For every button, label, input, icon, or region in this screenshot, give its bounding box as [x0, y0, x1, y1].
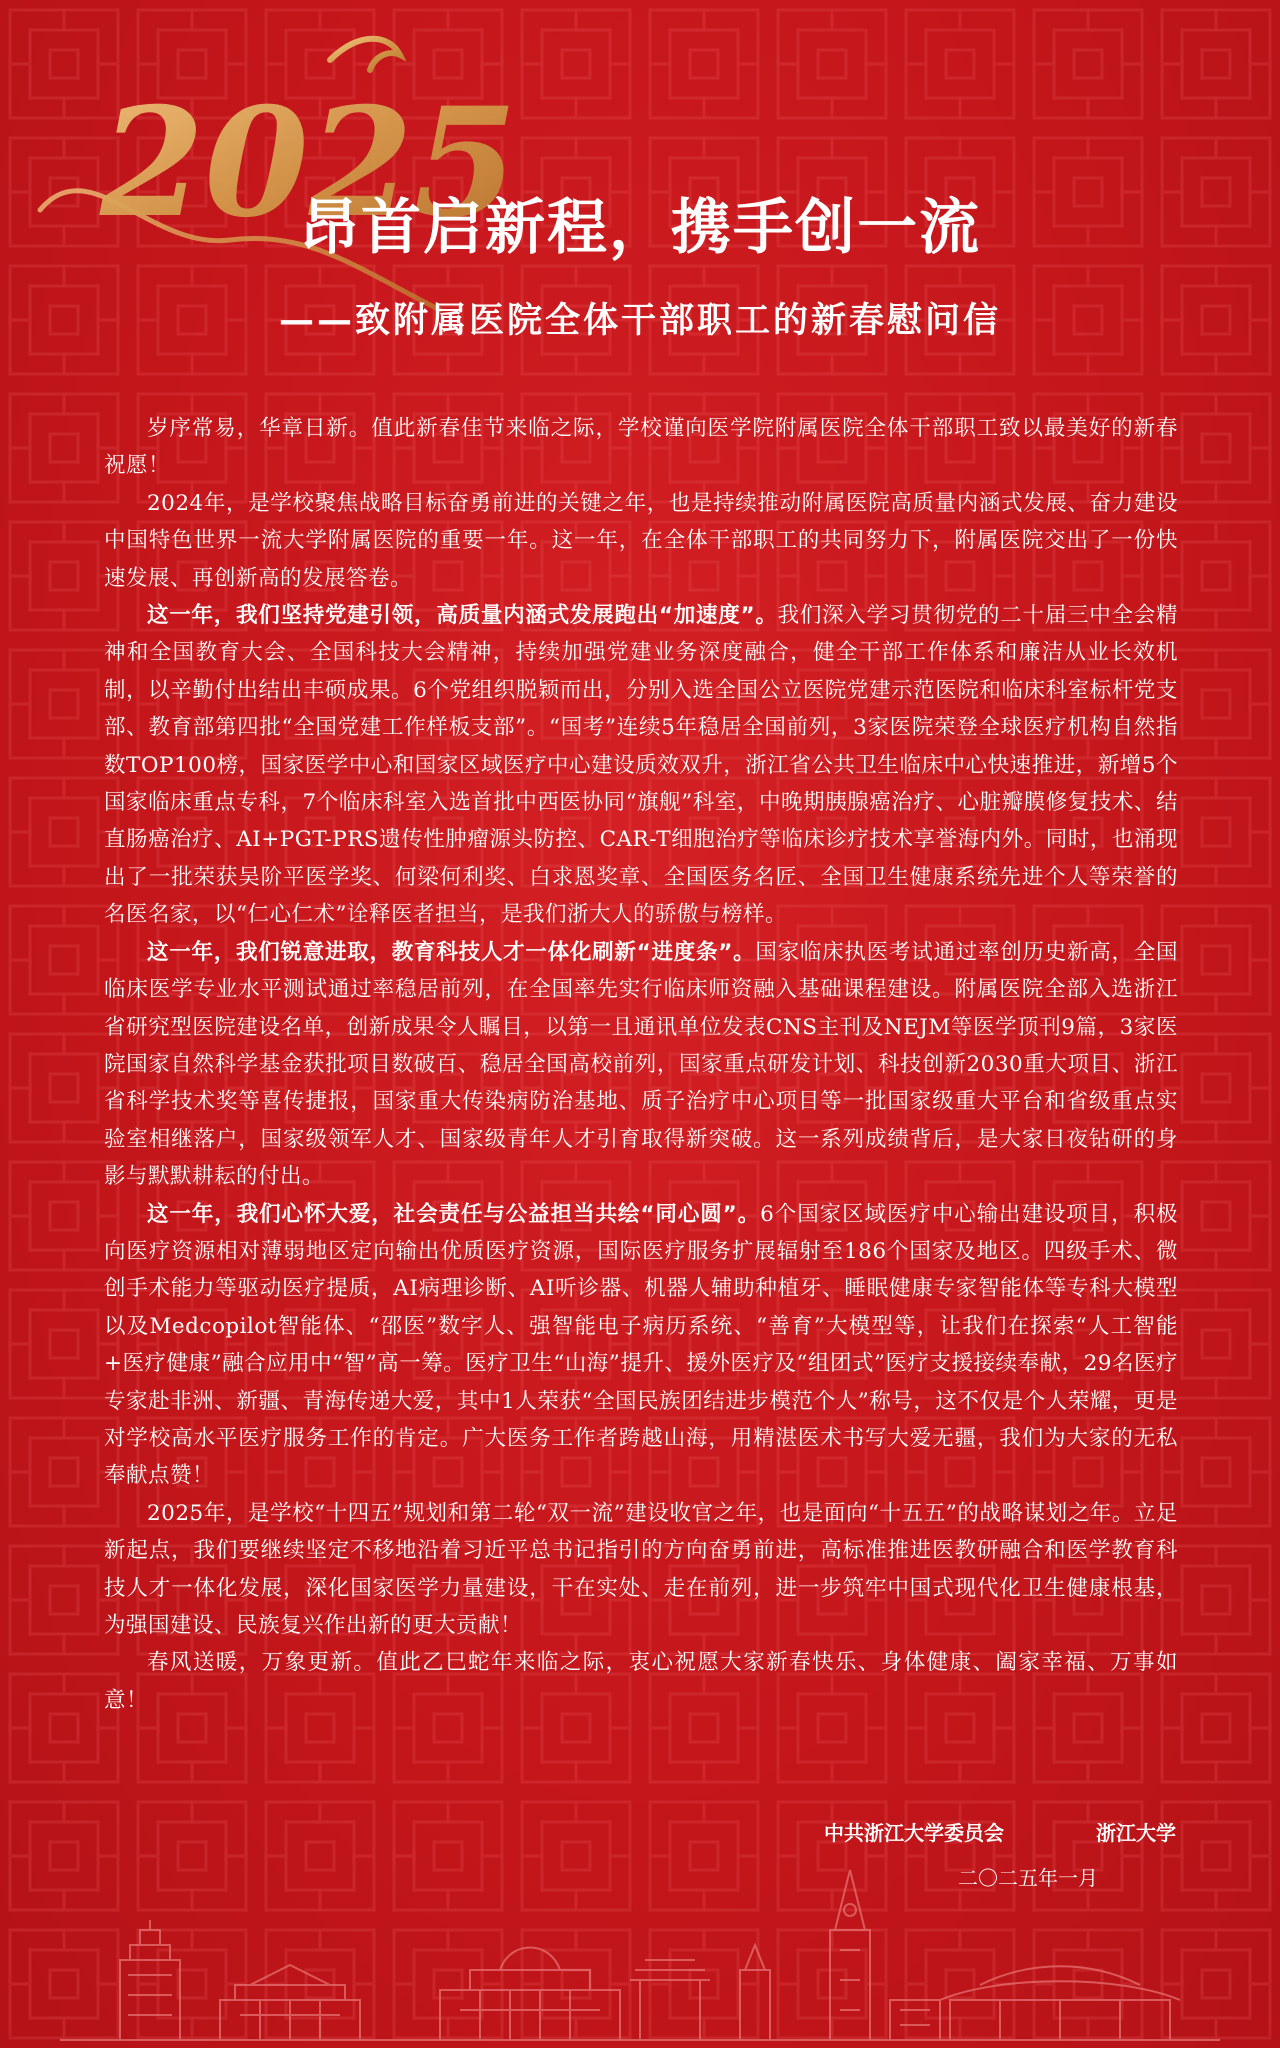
year-logo-text: 2025 — [100, 75, 518, 251]
letter-paragraph-5 — [104, 1196, 1178, 1495]
campus-skyline-illustration — [0, 1850, 1280, 2048]
letter-paragraph-1 — [104, 410, 1178, 485]
paragraph-text: 2025年，是学校“十四五”规划和第二轮“双一流”建设收官之年，也是面向“十五五”的战略谋划之年。立足新起点，我们要继续坚定不移地沿着习近平总书记指引的方向奋勇前进，高标准推进医教研融合和医学教育科技人才一体化发展，深化国家医学力量建设，干在实处、走在前列，进一步筑牢中国式现代化卫生健康根基，为强国建设、民族复兴作出新的更大贡献！ — [104, 1500, 1178, 1638]
letter-paragraph-6 — [104, 1495, 1178, 1645]
page-subtitle: ——致附属医院全体干部职工的新春慰问信 — [278, 301, 1001, 341]
signature-party-committee: 中共浙江大学委员会 — [824, 1821, 1004, 1845]
paragraph-text: 我们深入学习贯彻党的二十届三中全会精神和全国教育大会、全国科技大会精神，持续加强党建业务深度融合，健全干部工作体系和廉洁从业长效机制，以辛勤付出结出丰硕成果。6个党组织脱颖而出，分别入选全国公立医院党建示范医院和临床科室标杆党支部、教育部第四批“全国党建工作样板支部”。“国考”连续5年稳居全国前列，3家医院荣登全球医疗机构自然指数TOP100榜，国家医学中心和国家区域医疗中心建设质效双升，浙江省公共卫生临床中心快速推进，新增5个国家临床重点专科，7个临床科室入选首批中西医协同“旗舰”科室，中晚期胰腺癌治疗、心脏瓣膜修复技术、结直肠癌治疗、AI+PGT-PRS遗传性肿瘤源头防控、CAR-T细胞治疗等临床诊疗技术享誉海内外。同时，也涌现出了一批荣获吴阶平医学奖、何梁何利奖、白求恩奖章、全国医务名匠、全国卫生健康系统先进个人等荣誉的名医名家，以“仁心仁术”诠释医者担当，是我们浙大人的骄傲与榜样。 — [104, 603, 1178, 928]
letter-paragraph-4 — [104, 934, 1178, 1196]
snake-head-icon — [330, 39, 400, 70]
paragraph-text: 春风送暖，万象更新。值此乙巳蛇年来临之际，衷心祝愿大家新春快乐、身体健康、阖家幸福、万事如意！ — [104, 1650, 1178, 1713]
signature-block — [824, 1817, 1176, 1846]
paragraph-lead: 这一年，我们锐意进取，教育科技人才一体化刷新“进度条”。 — [147, 939, 756, 965]
letter-body — [104, 410, 1178, 1719]
paragraph-lead: 这一年，我们心怀大爱，社会责任与公益担当共绘“同心圆”。 — [147, 1201, 761, 1227]
letter-paragraph-2 — [104, 485, 1178, 597]
paragraph-text: 6个国家区域医疗中心输出建设项目，积极向医疗资源相对薄弱地区定向输出优质医疗资源，国际医疗服务扩展辐射至186个国家及地区。四级手术、微创手术能力等驱动医疗提质，AI病理诊断、AI听诊器、机器人辅助种植牙、睡眠健康专家智能体等专科大模型以及Medcopilot智能体、“邵医”数字人、强智能电子病历系统、“善育”大模型等，让我们在探索“人工智能+医疗健康”融合应用中“智”高一筹。医疗卫生“山海”提升、援外医疗及“组团式”医疗支援接续奉献，29名医疗专家赴非洲、新疆、青海传递大爱，其中1人荣获“全国民族团结进步模范个人”称号，这不仅是个人荣耀，更是对学校高水平医疗服务工作的肯定。广大医务工作者跨越山海，用精湛医术书写大爱无疆，我们为大家的无私奉献点赞！ — [104, 1201, 1179, 1489]
paragraph-text: 2024年，是学校聚焦战略目标奋勇前进的关键之年，也是持续推动附属医院高质量内涵式发展、奋力建设中国特色世界一流大学附属医院的重要一年。这一年，在全体干部职工的共同努力下，附属医院交出了一份快速发展、再创新高的发展答卷。 — [104, 490, 1178, 591]
letter-paragraph-3 — [104, 597, 1178, 934]
letter-paragraph-7 — [104, 1644, 1178, 1719]
signature-university: 浙江大学 — [1096, 1821, 1176, 1845]
signature-date: 二〇二五年一月 — [958, 1866, 1098, 1890]
paragraph-text: 岁序常易，华章日新。值此新春佳节来临之际，学校谨向医学院附属医院全体干部职工致以最美好的新春祝愿！ — [104, 416, 1178, 479]
paragraph-lead: 这一年，我们坚持党建引领，高质量内涵式发展跑出“加速度”。 — [147, 603, 778, 629]
paragraph-text: 国家临床执医考试通过率创历史新高，全国临床医学专业水平测试通过率稳居前列，在全国率先实行临床师资融入基础课程建设。附属医院全部入选浙江省研究型医院建设名单，创新成果令人瞩目，以第一且通讯单位发表CNS主刊及NEJM等医学顶刊9篇，3家医院国家自然科学基金获批项目数破百、稳居全国高校前列，国家重点研发计划、科技创新2030重大项目、浙江省科学技术奖等喜传捷报，国家重大传染病防治基地、质子治疗中心项目等一批国家级重大平台和省级重点实验室相继落户，国家级领军人才、国家级青年人才引育取得新突破。这一系列成绩背后，是大家日夜钻研的身影与默默耕耘的付出。 — [104, 939, 1178, 1190]
page-title: 昂首启新程，携手创一流 — [299, 193, 981, 263]
